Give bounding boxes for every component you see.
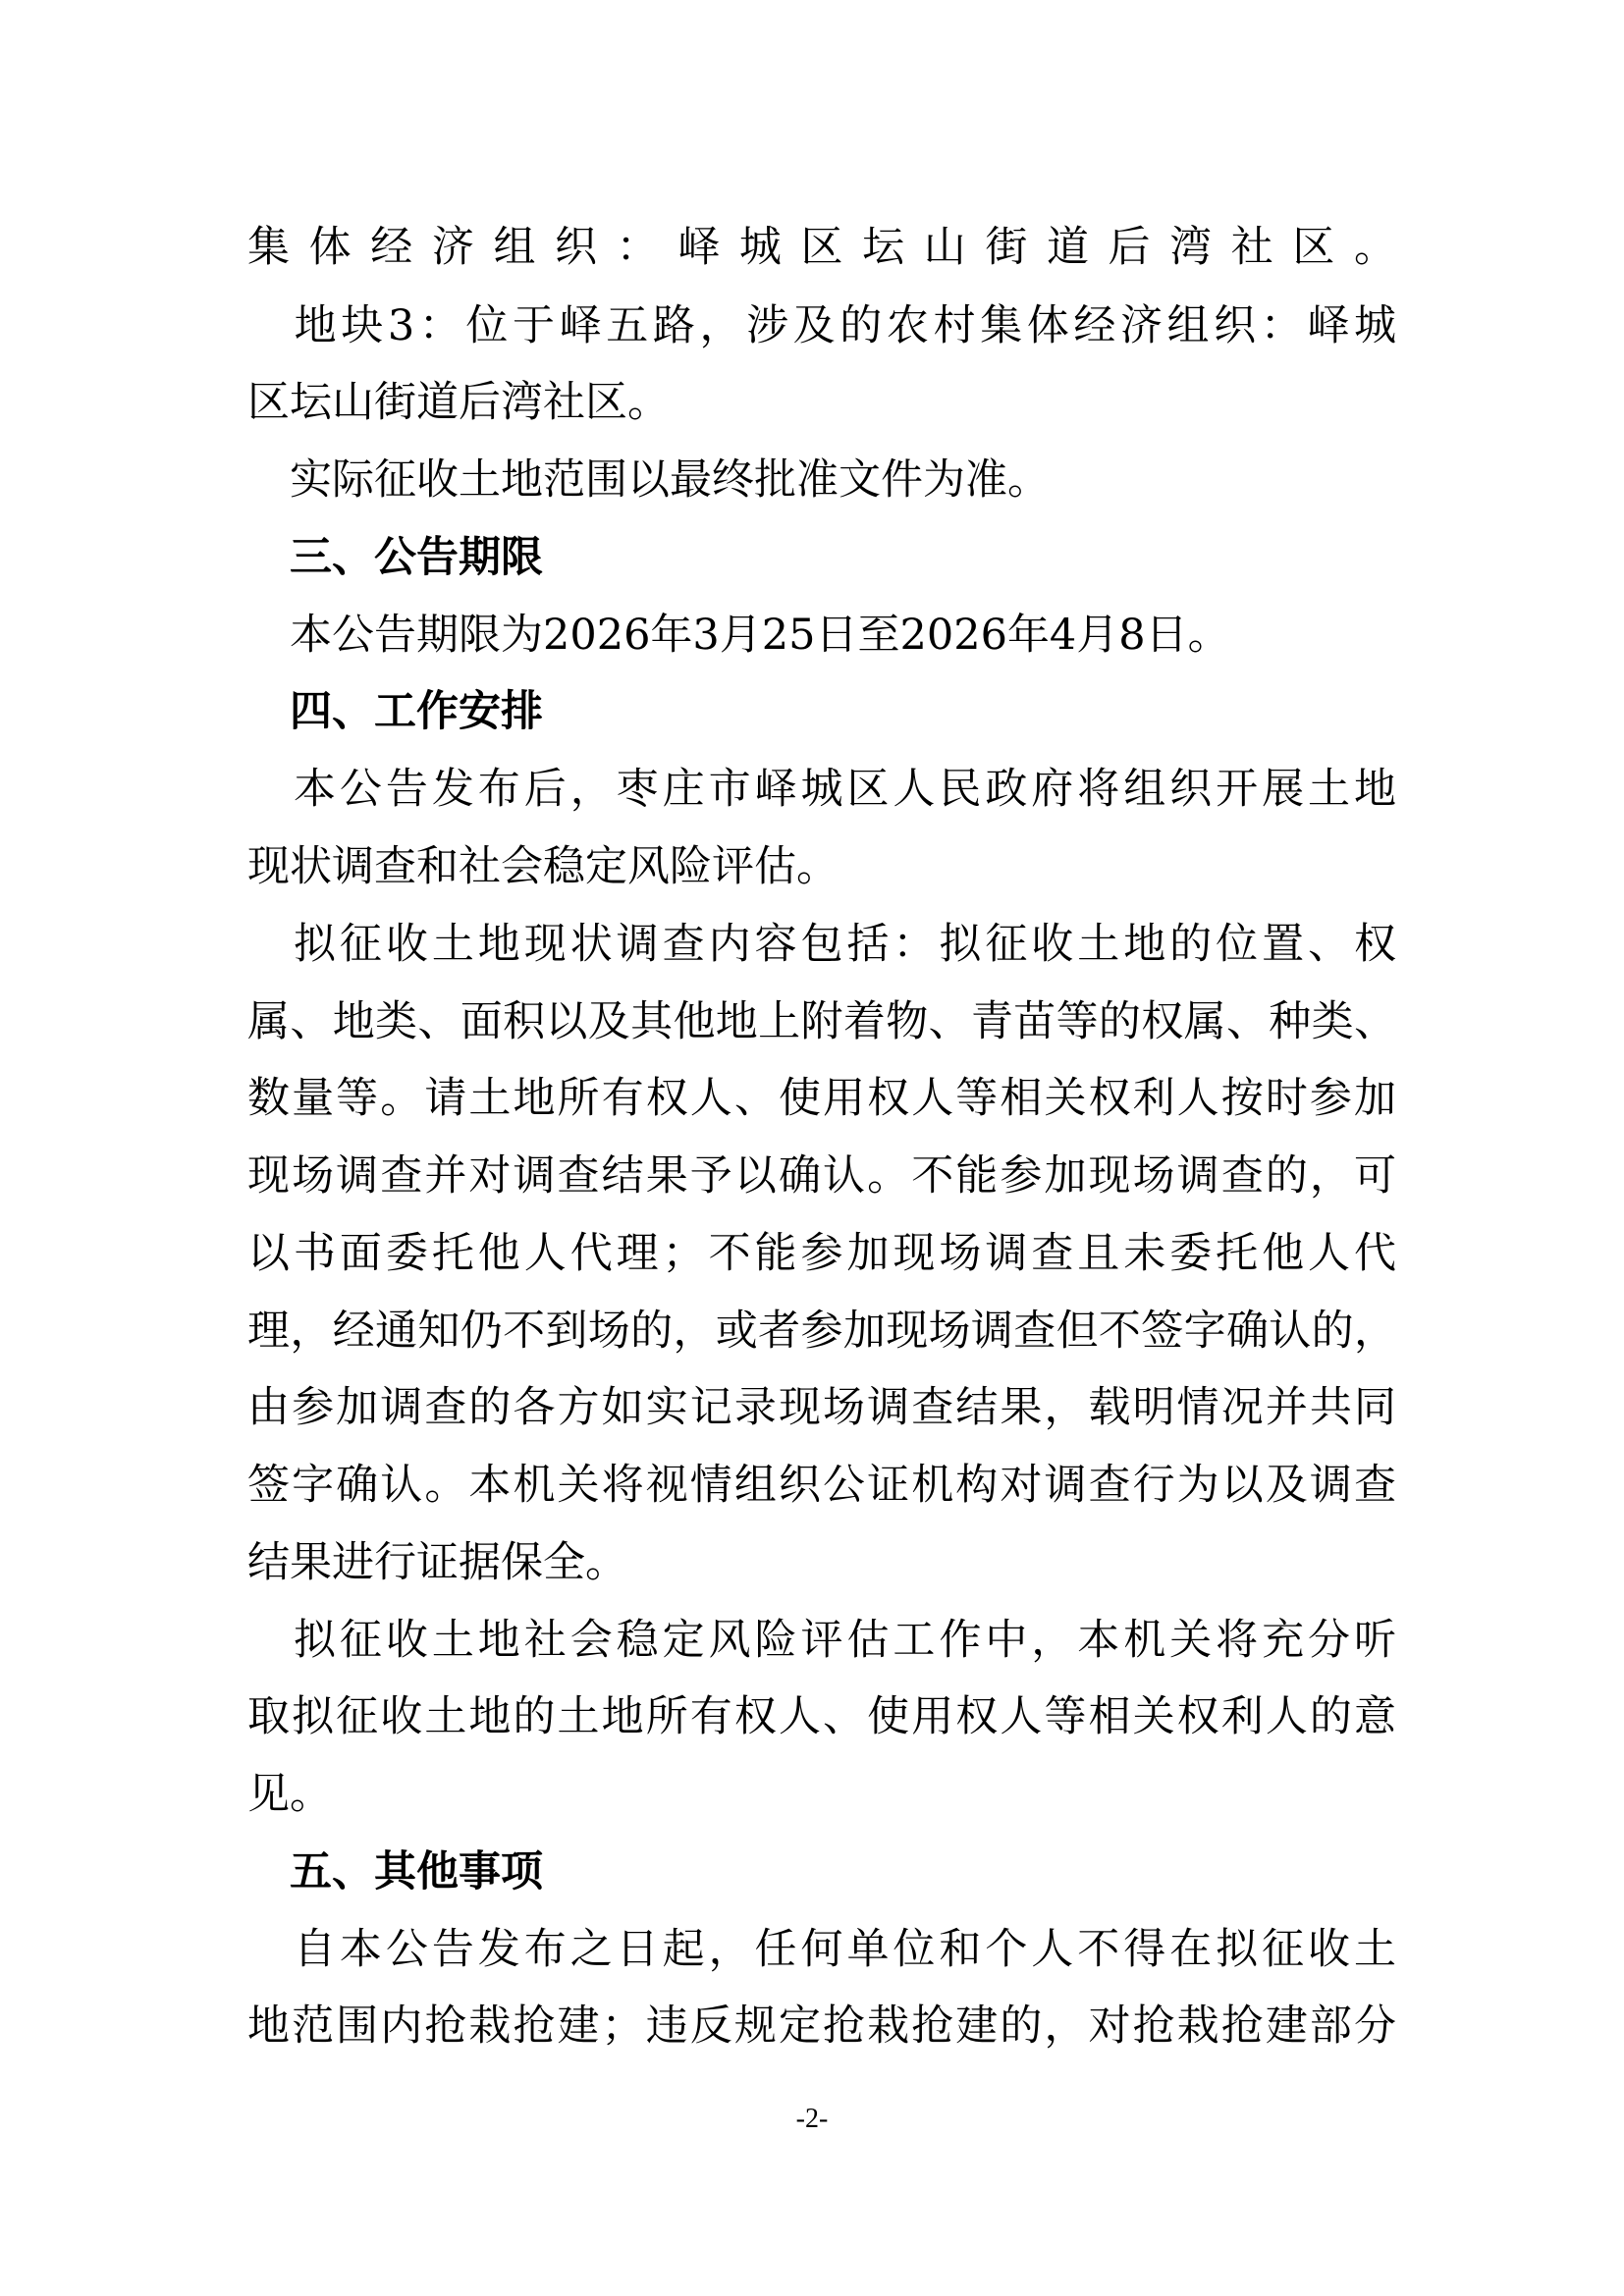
body-line-15: 理，经通知仍不到场的，或者参加现场调查但不签字确认的， bbox=[247, 1307, 1396, 1356]
body-line-19: 拟征收土地社会稳定风险评估工作中，本机关将充分听 bbox=[247, 1616, 1396, 1665]
body-line-10: 拟征收土地现状调查内容包括：拟征收土地的位置、权 bbox=[247, 920, 1396, 969]
body-line-13: 现场调查并对调查结果予以确认。不能参加现场调查的，可 bbox=[247, 1151, 1396, 1201]
body-line-14: 以书面委托他人代理；不能参加现场调查且未委托他人代 bbox=[247, 1229, 1396, 1278]
body-line-4: 实际征收土地范围以最终批准文件为准。 bbox=[247, 455, 1050, 505]
body-line-1: 集体经济组织：峄城区坛山街道后湾社区。 bbox=[247, 223, 1396, 272]
body-line-23: 自本公告发布之日起，任何单位和个人不得在拟征收土 bbox=[247, 1925, 1396, 1974]
body-line-12: 数量等。请土地所有权人、使用权人等相关权利人按时参加 bbox=[247, 1074, 1396, 1123]
body-line-17: 签字确认。本机关将视情组织公证机构对调查行为以及调查 bbox=[247, 1461, 1396, 1510]
section-heading-4: 四、工作安排 bbox=[247, 687, 543, 736]
body-line-18: 结果进行证据保全。 bbox=[247, 1538, 627, 1587]
body-line-3: 区坛山街道后湾社区。 bbox=[247, 378, 670, 427]
body-line-2: 地块3：位于峄五路，涉及的农村集体经济组织：峄城 bbox=[247, 301, 1396, 350]
section-heading-3: 三、公告期限 bbox=[247, 533, 543, 582]
body-line-9: 现状调查和社会稳定风险评估。 bbox=[247, 842, 839, 891]
body-line-20: 取拟征收土地的土地所有权人、使用权人等相关权利人的意 bbox=[247, 1692, 1396, 1741]
body-line-16: 由参加调查的各方如实记录现场调查结果，载明情况并共同 bbox=[247, 1383, 1396, 1432]
body-line-24: 地范围内抢栽抢建；违反规定抢栽抢建的，对抢栽抢建部分 bbox=[247, 2002, 1396, 2051]
body-line-11: 属、地类、面积以及其他地上附着物、青苗等的权属、种类、 bbox=[247, 997, 1396, 1046]
body-line-8: 本公告发布后，枣庄市峄城区人民政府将组织开展土地 bbox=[247, 765, 1396, 814]
body-line-6: 本公告期限为2026年3月25日至2026年4月8日。 bbox=[247, 611, 1230, 660]
section-heading-5: 五、其他事项 bbox=[247, 1847, 543, 1896]
body-line-21: 见。 bbox=[247, 1770, 332, 1819]
page-number: -2- bbox=[795, 2104, 829, 2134]
